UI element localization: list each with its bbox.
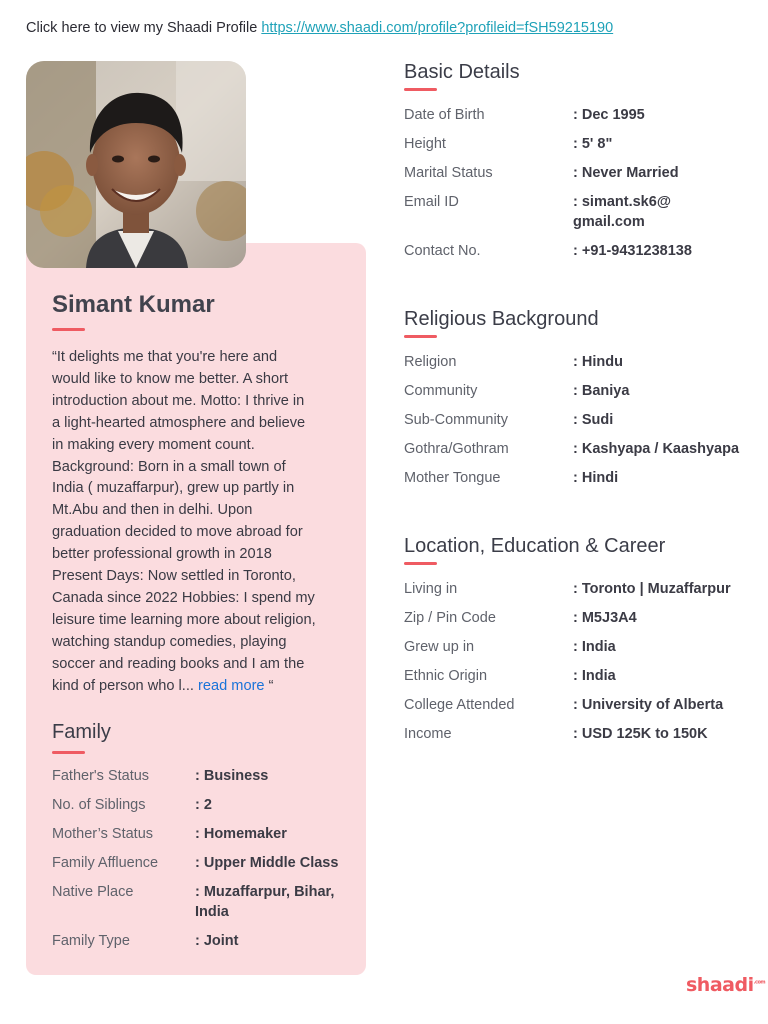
basic-details-underline (404, 88, 437, 91)
career-row (404, 637, 754, 657)
read-more-link[interactable]: read more (198, 677, 265, 694)
religious-row (404, 468, 754, 488)
family-value: : Homemaker (195, 826, 287, 842)
shaadi-logo-suffix: .com (753, 979, 766, 986)
religious-value: : Kashyapa / Kaashyapa (573, 441, 740, 457)
family-label: Father's Status (52, 768, 150, 784)
career-row (404, 579, 754, 599)
shaadi-logo-text: shaadi (686, 974, 754, 996)
about-line: a light-hearted atmosphere and believe (52, 414, 306, 431)
family-label: Mother’s Status (52, 826, 154, 842)
career-value: : USD 125K to 150K (573, 726, 708, 742)
career-label: Income (404, 726, 452, 742)
religious-title: Religious Background (404, 308, 599, 330)
family-value: : Business (195, 768, 269, 784)
about-line: soccer and reading books and I am the (52, 655, 305, 672)
basic-label: Contact No. (404, 243, 481, 259)
shaadi-logo (686, 974, 765, 996)
family-label: No. of Siblings (52, 797, 146, 813)
career-row (404, 608, 754, 628)
career-value: : India (573, 639, 616, 655)
profile-photo (26, 61, 246, 268)
about-line-last (52, 676, 352, 698)
about-line: would like to know me better. A short (52, 370, 289, 387)
family-title: Family (52, 721, 111, 743)
family-row (52, 853, 352, 873)
name-underline (52, 328, 85, 331)
basic-row (404, 192, 754, 232)
religious-underline (404, 335, 437, 338)
career-row (404, 666, 754, 686)
basic-label: Marital Status (404, 165, 493, 181)
religious-row (404, 439, 754, 459)
family-row (52, 824, 352, 844)
religious-value: : Baniya (573, 383, 630, 399)
career-row (404, 724, 754, 744)
religious-label: Gothra/Gothram (404, 441, 509, 457)
basic-row (404, 105, 754, 125)
profile-name: Simant Kumar (52, 291, 215, 318)
family-value: : Upper Middle Class (195, 855, 339, 871)
profile-link[interactable]: https://www.shaadi.com/profile?profileid=fSH59215190 (261, 20, 614, 36)
about-last-text: kind of person who l... (52, 677, 199, 694)
family-value: : 2 (195, 797, 212, 813)
religious-label: Religion (404, 354, 457, 370)
about-line: “It delights me that you're here and (52, 349, 278, 365)
about-line: introduction about me. Motto: I thrive in (52, 392, 305, 409)
religious-value: : Hindu (573, 354, 623, 370)
career-value: : Toronto | Muzaffarpur (573, 581, 731, 597)
family-label: Family Type (52, 933, 130, 949)
career-label: Ethnic Origin (404, 668, 488, 684)
basic-value: : Dec 1995 (573, 107, 645, 123)
about-line: watching standup comedies, playing (52, 633, 287, 650)
basic-value: : Never Married (573, 165, 679, 181)
career-label: Living in (404, 581, 458, 597)
religious-row (404, 410, 754, 430)
about-line: Mt.Abu and then in delhi. Upon (52, 502, 253, 519)
religious-label: Community (404, 383, 478, 399)
family-row (52, 766, 352, 786)
family-row (52, 882, 352, 922)
basic-row (404, 163, 754, 183)
career-value: : University of Alberta (573, 697, 724, 713)
basic-label: Date of Birth (404, 107, 485, 123)
basic-label: Email ID (404, 194, 459, 210)
about-line: better professional growth in 2018 (52, 546, 272, 563)
family-value: : Joint (195, 933, 239, 949)
basic-value: : +91-9431238138 (573, 243, 692, 259)
profile-link-intro: Click here to view my Shaadi Profile (26, 20, 258, 36)
basic-details-title: Basic Details (404, 61, 520, 83)
about-line: Background: Born in a small town of (52, 458, 286, 475)
religious-value: : Hindi (573, 470, 619, 486)
basic-value: : 5' 8" (573, 136, 613, 152)
basic-row (404, 134, 754, 154)
career-label: Grew up in (404, 639, 475, 655)
religious-label: Mother Tongue (404, 470, 501, 486)
family-value-line2: India (195, 904, 229, 920)
religious-label: Sub-Community (404, 412, 508, 428)
about-text (52, 347, 352, 698)
about-line: India ( muzaffarpur), grew up partly in (52, 480, 295, 497)
basic-label: Height (404, 136, 446, 152)
about-line: Present Days: Now settled in Toronto, (52, 568, 296, 585)
basic-row (404, 241, 754, 261)
career-title: Location, Education & Career (404, 535, 666, 557)
career-value: : M5J3A4 (573, 610, 637, 626)
profile-link-line (26, 20, 613, 36)
about-close-quote: “ (264, 677, 274, 694)
family-underline (52, 751, 85, 754)
about-line: in making every moment count. (52, 436, 255, 453)
family-value: : Muzaffarpur, Bihar, (195, 884, 335, 900)
career-label: College Attended (404, 697, 515, 713)
about-line: leisure time learning more about religion, (52, 611, 316, 628)
career-label: Zip / Pin Code (404, 610, 496, 626)
family-label: Native Place (52, 884, 134, 900)
family-row (52, 931, 352, 951)
religious-value: : Sudi (573, 412, 614, 428)
religious-row (404, 381, 754, 401)
about-line: Canada since 2022 Hobbies: I spend my (52, 589, 315, 606)
career-underline (404, 562, 437, 565)
career-row (404, 695, 754, 715)
about-line: graduation decided to move abroad for (52, 524, 303, 541)
basic-value: : simant.sk6@ (573, 194, 671, 210)
basic-value-line2: gmail.com (573, 214, 645, 230)
family-label: Family Affluence (52, 855, 159, 871)
family-row (52, 795, 352, 815)
career-value: : India (573, 668, 616, 684)
religious-row (404, 352, 754, 372)
